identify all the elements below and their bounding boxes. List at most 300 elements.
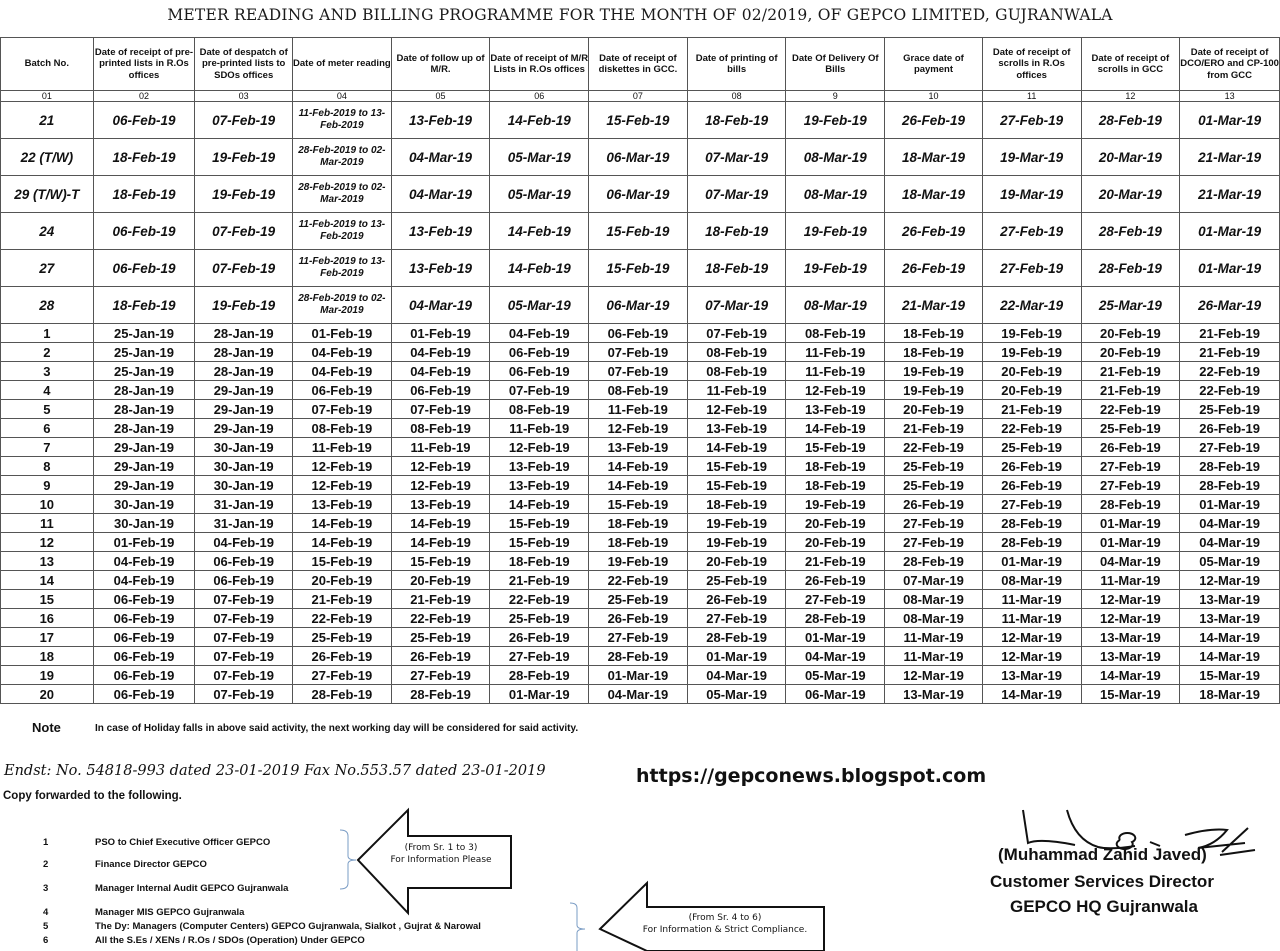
date-cell: 21-Mar-19: [1180, 139, 1280, 176]
date-cell: 11-Mar-19: [982, 609, 1081, 628]
date-cell: 21-Mar-19: [885, 287, 983, 324]
date-cell: 08-Mar-19: [786, 287, 885, 324]
date-cell: 14-Mar-19: [1081, 666, 1180, 685]
date-cell: 14-Feb-19: [687, 438, 786, 457]
date-cell: 04-Mar-19: [786, 647, 885, 666]
date-cell: 29-Jan-19: [93, 457, 195, 476]
date-cell: 14-Mar-19: [1180, 647, 1280, 666]
date-cell: 29-Jan-19: [195, 400, 293, 419]
date-cell: 13-Feb-19: [786, 400, 885, 419]
date-cell: 26-Feb-19: [885, 250, 983, 287]
date-cell: 05-Mar-19: [490, 139, 589, 176]
bracket-icon: [570, 903, 585, 951]
date-cell: 08-Mar-19: [786, 176, 885, 213]
date-cell: 28-Jan-19: [195, 362, 293, 381]
date-cell: 08-Mar-19: [982, 571, 1081, 590]
date-cell: 15-Feb-19: [293, 552, 392, 571]
date-cell: 07-Feb-19: [391, 400, 490, 419]
header-col-09: Date Of Delivery Of Bills: [786, 38, 885, 91]
date-cell: 30-Jan-19: [195, 476, 293, 495]
date-cell: 04-Mar-19: [391, 139, 490, 176]
website-url[interactable]: https://gepconews.blogspot.com: [636, 765, 987, 787]
date-cell: 27-Feb-19: [885, 533, 983, 552]
date-cell: 28-Feb-19: [982, 533, 1081, 552]
date-cell: 18-Feb-19: [687, 213, 786, 250]
date-cell: 25-Mar-19: [1081, 287, 1180, 324]
header-col-03: Date of despatch of pre-printed lists to SDOs offices: [195, 38, 293, 91]
recipient-name: Finance Director GEPCO: [95, 859, 207, 870]
document-title: METER READING AND BILLING PROGRAMME FOR THE MONTH OF 02/2019, OF GEPCO LIMITED, GUJRANWALA: [167, 6, 1113, 24]
signatory-title: Customer Services Director: [990, 872, 1214, 891]
batch-number: 18: [1, 647, 94, 666]
note-label: Note: [32, 720, 61, 735]
date-cell: 06-Feb-19: [93, 666, 195, 685]
date-cell: 28-Feb-2019 to 02-Mar-2019: [293, 139, 392, 176]
date-cell: 15-Feb-19: [589, 250, 688, 287]
date-cell: 19-Feb-19: [687, 514, 786, 533]
date-cell: 18-Feb-19: [490, 552, 589, 571]
date-cell: 04-Mar-19: [391, 176, 490, 213]
arrow1-line2: For Information Please: [390, 855, 492, 865]
date-cell: 15-Feb-19: [786, 438, 885, 457]
date-cell: 18-Feb-19: [786, 457, 885, 476]
date-cell: 06-Mar-19: [589, 139, 688, 176]
batch-number: 17: [1, 628, 94, 647]
date-cell: 01-Feb-19: [293, 324, 392, 343]
date-cell: 01-Feb-19: [391, 324, 490, 343]
date-cell: 07-Feb-19: [195, 609, 293, 628]
date-cell: 26-Feb-19: [589, 609, 688, 628]
date-cell: 11-Feb-19: [391, 438, 490, 457]
date-cell: 31-Jan-19: [195, 514, 293, 533]
date-cell: 28-Jan-19: [93, 400, 195, 419]
date-cell: 25-Feb-19: [490, 609, 589, 628]
column-number: 11: [982, 91, 1081, 102]
date-cell: 25-Jan-19: [93, 343, 195, 362]
column-number: 04: [293, 91, 392, 102]
date-cell: 19-Feb-19: [982, 343, 1081, 362]
date-cell: 18-Feb-19: [687, 495, 786, 514]
date-cell: 20-Feb-19: [885, 400, 983, 419]
date-cell: 29-Jan-19: [195, 419, 293, 438]
arrow2-line2: For Information & Strict Compliance.: [642, 925, 808, 935]
date-cell: 19-Feb-19: [885, 362, 983, 381]
date-cell: 25-Feb-19: [982, 438, 1081, 457]
date-cell: 06-Feb-19: [195, 571, 293, 590]
date-cell: 11-Feb-19: [293, 438, 392, 457]
date-cell: 01-Mar-19: [1081, 514, 1180, 533]
date-cell: 28-Feb-19: [1180, 476, 1280, 495]
date-cell: 13-Feb-19: [589, 438, 688, 457]
date-cell: 01-Mar-19: [1081, 533, 1180, 552]
date-cell: 27-Feb-19: [1081, 457, 1180, 476]
endorsement-line: Endst: No. 54818-993 dated 23-01-2019 Fax No.553.57 dated 23-01-2019: [4, 763, 546, 779]
note-text: In case of Holiday falls in above said activity, the next working day will be considered for said activity.: [95, 723, 579, 734]
date-cell: 07-Mar-19: [687, 176, 786, 213]
date-cell: 14-Feb-19: [293, 533, 392, 552]
date-cell: 14-Feb-19: [391, 514, 490, 533]
date-cell: 14-Feb-19: [490, 213, 589, 250]
arrow1-line1: (From Sr. 1 to 3): [404, 843, 478, 853]
date-cell: 25-Jan-19: [93, 324, 195, 343]
batch-number: 11: [1, 514, 94, 533]
recipient-number: 2: [43, 859, 49, 870]
column-number: 01: [1, 91, 94, 102]
date-cell: 25-Feb-19: [391, 628, 490, 647]
date-cell: 27-Feb-19: [786, 590, 885, 609]
date-cell: 07-Feb-19: [195, 685, 293, 704]
date-cell: 22-Feb-19: [1180, 381, 1280, 400]
date-cell: 18-Feb-19: [687, 250, 786, 287]
date-cell: 26-Feb-19: [982, 476, 1081, 495]
date-cell: 19-Feb-19: [687, 533, 786, 552]
batch-number: 21: [1, 102, 94, 139]
date-cell: 06-Feb-19: [93, 102, 195, 139]
batch-number: 3: [1, 362, 94, 381]
recipient-number: 3: [43, 883, 49, 894]
date-cell: 07-Mar-19: [687, 139, 786, 176]
batch-number: 15: [1, 590, 94, 609]
date-cell: 21-Mar-19: [1180, 176, 1280, 213]
date-cell: 22-Feb-19: [982, 419, 1081, 438]
date-cell: 12-Feb-19: [293, 457, 392, 476]
date-cell: 22-Feb-19: [885, 438, 983, 457]
date-cell: 28-Jan-19: [93, 381, 195, 400]
date-cell: 12-Feb-19: [786, 381, 885, 400]
date-cell: 15-Feb-19: [589, 495, 688, 514]
date-cell: 28-Jan-19: [93, 419, 195, 438]
date-cell: 28-Feb-19: [982, 514, 1081, 533]
date-cell: 18-Mar-19: [885, 139, 983, 176]
date-cell: 12-Mar-19: [885, 666, 983, 685]
date-cell: 26-Feb-19: [490, 628, 589, 647]
date-cell: 15-Feb-19: [391, 552, 490, 571]
date-cell: 06-Feb-19: [93, 685, 195, 704]
date-cell: 20-Feb-19: [982, 381, 1081, 400]
date-cell: 07-Feb-19: [195, 102, 293, 139]
date-cell: 22-Feb-19: [293, 609, 392, 628]
date-cell: 20-Mar-19: [1081, 139, 1180, 176]
batch-number: 13: [1, 552, 94, 571]
date-cell: 13-Feb-19: [293, 495, 392, 514]
date-cell: 14-Feb-19: [490, 495, 589, 514]
date-cell: 21-Feb-19: [1180, 324, 1280, 343]
date-cell: 15-Feb-19: [589, 213, 688, 250]
date-cell: 11-Mar-19: [885, 647, 983, 666]
date-cell: 12-Feb-19: [589, 419, 688, 438]
date-cell: 07-Feb-19: [195, 628, 293, 647]
date-cell: 06-Feb-19: [293, 381, 392, 400]
date-cell: 12-Feb-19: [391, 457, 490, 476]
date-cell: 20-Feb-19: [1081, 324, 1180, 343]
column-number: 02: [93, 91, 195, 102]
date-cell: 08-Feb-19: [391, 419, 490, 438]
batch-number: 10: [1, 495, 94, 514]
date-cell: 20-Feb-19: [786, 514, 885, 533]
date-cell: 27-Feb-19: [982, 495, 1081, 514]
date-cell: 18-Feb-19: [589, 514, 688, 533]
recipient-name: The Dy: Managers (Computer Centers) GEPCO Gujranwala, Sialkot , Gujrat & Narowal: [95, 921, 481, 932]
date-cell: 18-Feb-19: [786, 476, 885, 495]
date-cell: 30-Jan-19: [93, 514, 195, 533]
date-cell: 12-Mar-19: [1081, 609, 1180, 628]
date-cell: 14-Feb-19: [391, 533, 490, 552]
column-number: 07: [589, 91, 688, 102]
column-number: 06: [490, 91, 589, 102]
date-cell: 28-Jan-19: [195, 324, 293, 343]
date-cell: 13-Mar-19: [982, 666, 1081, 685]
date-cell: 22-Feb-19: [1180, 362, 1280, 381]
date-cell: 05-Mar-19: [490, 287, 589, 324]
batch-number: 4: [1, 381, 94, 400]
column-number: 10: [885, 91, 983, 102]
date-cell: 19-Mar-19: [982, 139, 1081, 176]
date-cell: 14-Mar-19: [982, 685, 1081, 704]
date-cell: 12-Mar-19: [1081, 590, 1180, 609]
date-cell: 25-Feb-19: [1180, 400, 1280, 419]
date-cell: 06-Feb-19: [93, 590, 195, 609]
date-cell: 11-Feb-19: [589, 400, 688, 419]
date-cell: 06-Feb-19: [93, 647, 195, 666]
date-cell: 15-Feb-19: [687, 457, 786, 476]
date-cell: 29-Jan-19: [93, 476, 195, 495]
date-cell: 21-Feb-19: [490, 571, 589, 590]
date-cell: 27-Feb-19: [982, 213, 1081, 250]
date-cell: 20-Feb-19: [982, 362, 1081, 381]
date-cell: 19-Feb-19: [195, 176, 293, 213]
column-number: 05: [391, 91, 490, 102]
date-cell: 13-Feb-19: [391, 213, 490, 250]
date-cell: 07-Feb-19: [195, 647, 293, 666]
date-cell: 14-Feb-19: [589, 476, 688, 495]
date-cell: 25-Feb-19: [293, 628, 392, 647]
date-cell: 06-Feb-19: [490, 343, 589, 362]
date-cell: 11-Feb-19: [687, 381, 786, 400]
date-cell: 25-Feb-19: [885, 476, 983, 495]
date-cell: 04-Feb-19: [490, 324, 589, 343]
date-cell: 04-Feb-19: [293, 362, 392, 381]
date-cell: 06-Mar-19: [589, 176, 688, 213]
date-cell: 27-Feb-19: [885, 514, 983, 533]
date-cell: 15-Feb-19: [490, 533, 589, 552]
recipient-number: 1: [43, 837, 49, 848]
date-cell: 27-Feb-19: [982, 102, 1081, 139]
date-cell: 19-Feb-19: [885, 381, 983, 400]
date-cell: 08-Mar-19: [885, 609, 983, 628]
date-cell: 28-Feb-19: [1180, 457, 1280, 476]
date-cell: 04-Mar-19: [1180, 514, 1280, 533]
date-cell: 01-Mar-19: [1180, 250, 1280, 287]
date-cell: 13-Mar-19: [1081, 628, 1180, 647]
date-cell: 21-Feb-19: [391, 590, 490, 609]
date-cell: 12-Feb-19: [687, 400, 786, 419]
date-cell: 08-Feb-19: [589, 381, 688, 400]
date-cell: 11-Feb-19: [786, 362, 885, 381]
date-cell: 14-Feb-19: [293, 514, 392, 533]
date-cell: 26-Feb-19: [885, 102, 983, 139]
column-number: 9: [786, 91, 885, 102]
recipient-number: 5: [43, 921, 49, 932]
date-cell: 25-Jan-19: [93, 362, 195, 381]
date-cell: 28-Feb-19: [1081, 495, 1180, 514]
date-cell: 08-Mar-19: [885, 590, 983, 609]
recipient-name: PSO to Chief Executive Officer GEPCO: [95, 837, 271, 848]
header-col-11: Date of receipt of scrolls in R.Os offices: [982, 38, 1081, 91]
batch-number: 1: [1, 324, 94, 343]
date-cell: 04-Feb-19: [391, 343, 490, 362]
date-cell: 28-Feb-19: [687, 628, 786, 647]
date-cell: 13-Mar-19: [1081, 647, 1180, 666]
batch-number: 22 (T/W): [1, 139, 94, 176]
date-cell: 04-Feb-19: [93, 571, 195, 590]
date-cell: 22-Mar-19: [982, 287, 1081, 324]
date-cell: 08-Feb-19: [293, 419, 392, 438]
date-cell: 18-Feb-19: [885, 324, 983, 343]
date-cell: 27-Feb-19: [490, 647, 589, 666]
date-cell: 28-Feb-19: [1081, 250, 1180, 287]
date-cell: 12-Feb-19: [293, 476, 392, 495]
date-cell: 28-Feb-19: [786, 609, 885, 628]
batch-number: 28: [1, 287, 94, 324]
date-cell: 25-Feb-19: [885, 457, 983, 476]
date-cell: 06-Mar-19: [786, 685, 885, 704]
date-cell: 21-Feb-19: [982, 400, 1081, 419]
date-cell: 28-Feb-19: [885, 552, 983, 571]
date-cell: 29-Jan-19: [195, 381, 293, 400]
date-cell: 14-Feb-19: [490, 102, 589, 139]
date-cell: 19-Feb-19: [786, 495, 885, 514]
date-cell: 01-Mar-19: [490, 685, 589, 704]
date-cell: 01-Mar-19: [589, 666, 688, 685]
date-cell: 20-Feb-19: [687, 552, 786, 571]
date-cell: 07-Feb-19: [195, 590, 293, 609]
date-cell: 28-Feb-19: [1081, 213, 1180, 250]
arrow2-callout: [625, 912, 825, 936]
recipient-number: 4: [43, 907, 49, 918]
date-cell: 19-Feb-19: [786, 102, 885, 139]
date-cell: 04-Feb-19: [391, 362, 490, 381]
date-cell: 08-Feb-19: [687, 343, 786, 362]
date-cell: 06-Feb-19: [391, 381, 490, 400]
date-cell: 13-Feb-19: [391, 250, 490, 287]
date-cell: 26-Feb-19: [786, 571, 885, 590]
date-cell: 14-Feb-19: [589, 457, 688, 476]
date-cell: 06-Feb-19: [93, 213, 195, 250]
date-cell: 06-Feb-19: [93, 628, 195, 647]
date-cell: 19-Feb-19: [195, 287, 293, 324]
date-cell: 19-Feb-19: [195, 139, 293, 176]
batch-number: 7: [1, 438, 94, 457]
date-cell: 15-Feb-19: [687, 476, 786, 495]
date-cell: 26-Feb-19: [293, 647, 392, 666]
batch-number: 6: [1, 419, 94, 438]
date-cell: 11-Feb-2019 to 13-Feb-2019: [293, 213, 392, 250]
header-batch-no: Batch No.: [1, 38, 94, 91]
date-cell: 04-Feb-19: [195, 533, 293, 552]
date-cell: 11-Feb-19: [490, 419, 589, 438]
date-cell: 21-Feb-19: [1081, 381, 1180, 400]
date-cell: 18-Feb-19: [589, 533, 688, 552]
header-col-05: Date of follow up of M/R.: [391, 38, 490, 91]
column-number: 08: [687, 91, 786, 102]
batch-number: 27: [1, 250, 94, 287]
arrow2-line1: (From Sr. 4 to 6): [688, 913, 762, 923]
batch-number: 20: [1, 685, 94, 704]
date-cell: 25-Feb-19: [1081, 419, 1180, 438]
date-cell: 22-Feb-19: [490, 590, 589, 609]
date-cell: 26-Feb-19: [982, 457, 1081, 476]
date-cell: 07-Feb-19: [687, 324, 786, 343]
header-col-08: Date of printing of bills: [687, 38, 786, 91]
batch-number: 9: [1, 476, 94, 495]
date-cell: 13-Feb-19: [490, 457, 589, 476]
recipient-name: Manager Internal Audit GEPCO Gujranwala: [95, 883, 289, 894]
recipient-number: 6: [43, 935, 49, 946]
date-cell: 08-Feb-19: [490, 400, 589, 419]
batch-number: 12: [1, 533, 94, 552]
date-cell: 20-Feb-19: [1081, 343, 1180, 362]
date-cell: 27-Feb-19: [687, 609, 786, 628]
column-number: 03: [195, 91, 293, 102]
date-cell: 15-Mar-19: [1081, 685, 1180, 704]
date-cell: 12-Mar-19: [982, 647, 1081, 666]
header-col-12: Date of receipt of scrolls in GCC: [1081, 38, 1180, 91]
batch-number: 24: [1, 213, 94, 250]
batch-number: 16: [1, 609, 94, 628]
header-col-02: Date of receipt of pre-printed lists in R.Os offices: [93, 38, 195, 91]
date-cell: 18-Mar-19: [885, 176, 983, 213]
date-cell: 06-Mar-19: [589, 287, 688, 324]
batch-number: 14: [1, 571, 94, 590]
date-cell: 08-Mar-19: [786, 139, 885, 176]
date-cell: 28-Feb-2019 to 02-Mar-2019: [293, 176, 392, 213]
date-cell: 06-Feb-19: [490, 362, 589, 381]
date-cell: 27-Feb-19: [1081, 476, 1180, 495]
signatory-name: (Muhammad Zahid Javed): [998, 845, 1207, 864]
date-cell: 04-Mar-19: [687, 666, 786, 685]
date-cell: 18-Feb-19: [93, 287, 195, 324]
date-cell: 22-Feb-19: [1081, 400, 1180, 419]
date-cell: 31-Jan-19: [195, 495, 293, 514]
date-cell: 13-Mar-19: [1180, 609, 1280, 628]
date-cell: 28-Feb-19: [1081, 102, 1180, 139]
batch-number: 5: [1, 400, 94, 419]
header-col-13: Date of receipt of DCO/ERO and CP-100 from GCC: [1180, 38, 1280, 91]
date-cell: 06-Feb-19: [93, 250, 195, 287]
date-cell: 04-Feb-19: [293, 343, 392, 362]
date-cell: 01-Mar-19: [786, 628, 885, 647]
date-cell: 04-Mar-19: [391, 287, 490, 324]
date-cell: 07-Mar-19: [687, 287, 786, 324]
signatory-org: GEPCO HQ Gujranwala: [1010, 897, 1198, 916]
header-col-07: Date of receipt of diskettes in GCC.: [589, 38, 688, 91]
date-cell: 25-Feb-19: [687, 571, 786, 590]
date-cell: 01-Feb-19: [93, 533, 195, 552]
date-cell: 04-Mar-19: [1180, 533, 1280, 552]
date-cell: 12-Mar-19: [982, 628, 1081, 647]
date-cell: 11-Feb-2019 to 13-Feb-2019: [293, 102, 392, 139]
date-cell: 28-Feb-19: [293, 685, 392, 704]
header-col-10: Grace date of payment: [885, 38, 983, 91]
date-cell: 11-Feb-19: [786, 343, 885, 362]
date-cell: 27-Feb-19: [589, 628, 688, 647]
date-cell: 14-Mar-19: [1180, 628, 1280, 647]
date-cell: 20-Mar-19: [1081, 176, 1180, 213]
date-cell: 26-Feb-19: [687, 590, 786, 609]
batch-number: 19: [1, 666, 94, 685]
date-cell: 11-Mar-19: [1081, 571, 1180, 590]
header-col-04: Date of meter reading: [293, 38, 392, 91]
